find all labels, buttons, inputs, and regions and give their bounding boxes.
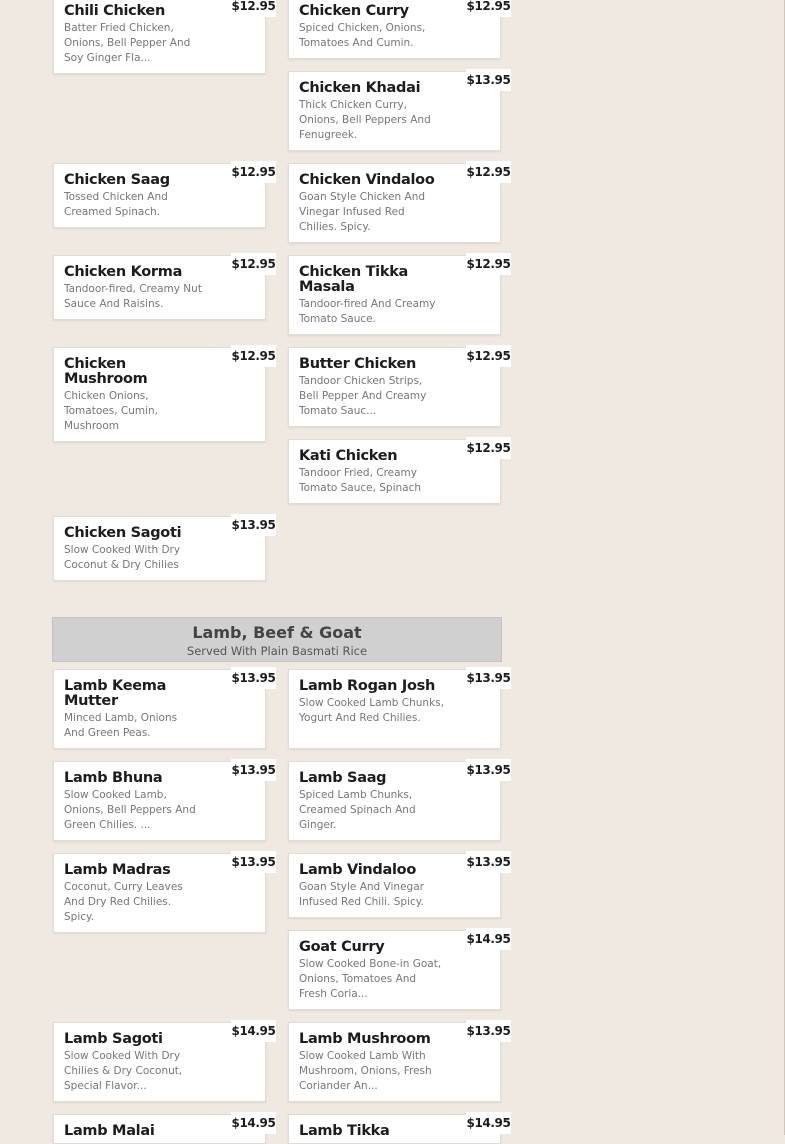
item-description: Thick Chicken Curry, Onions, Bell Peppers And Fenugreek. <box>299 99 431 141</box>
item-description: Minced Lamb, Onions And Green Peas. <box>64 712 178 739</box>
item-price: $13.95 <box>466 667 511 689</box>
item-name: Chicken Korma <box>64 264 183 280</box>
menu-item-chicken-korma[interactable] <box>53 255 276 320</box>
item-name: Lamb Vindaloo <box>299 862 416 878</box>
item-description: Coconut, Curry Leaves And Dry Red Chilies. Spicy. <box>64 881 183 923</box>
item-price: $12.95 <box>466 0 511 17</box>
menu-item-lamb-malai[interactable] <box>53 1114 276 1144</box>
item-price: $14.95 <box>466 1112 511 1134</box>
item-price: $12.95 <box>231 345 276 367</box>
item-name: Lamb Rogan Josh <box>299 678 436 694</box>
item-name: Butter Chicken <box>299 356 417 372</box>
menu-item-lamb-vindaloo[interactable] <box>288 853 511 918</box>
item-price: $13.95 <box>466 759 511 781</box>
item-name: Lamb Sagoti <box>64 1031 163 1047</box>
item-price: $13.95 <box>231 667 276 689</box>
item-description: Slow Cooked With Dry Coconut & Dry Chilies <box>64 544 181 571</box>
section-subtitle: Served With Plain Basmati Rice <box>186 644 368 658</box>
item-name: Lamb Tikka <box>299 1123 390 1139</box>
item-name: Chicken Khadai <box>299 80 421 96</box>
menu-item-chicken-mushroom[interactable] <box>53 347 276 442</box>
menu-item-chicken-saag[interactable] <box>53 163 276 228</box>
item-name: Kati Chicken <box>299 448 398 464</box>
menu-item-goat-curry[interactable] <box>288 930 511 1010</box>
menu-item-lamb-mushroom[interactable] <box>288 1022 511 1102</box>
item-description: Chicken Onions, Tomatoes, Cumin, Mushroom <box>64 390 158 432</box>
section-title: Lamb, Beef & Goat <box>192 623 362 642</box>
item-price: $13.95 <box>466 1020 511 1042</box>
menu-item-chicken-sagoti[interactable] <box>53 516 276 581</box>
item-name: Chicken Saag <box>64 172 170 188</box>
item-price: $13.95 <box>231 851 276 873</box>
menu-item-chicken-vindaloo[interactable] <box>288 163 511 243</box>
menu-item-chicken-tikka-masala[interactable] <box>288 255 511 335</box>
item-description: Slow Cooked With Dry Chilies & Dry Coconut, Special Flavor... <box>64 1050 183 1092</box>
item-price: $12.95 <box>466 345 511 367</box>
item-description: Tandoor Chicken Strips, Bell Pepper And Creamy Tomato Sauc... <box>299 375 427 417</box>
item-name: Lamb Saag <box>299 770 387 786</box>
item-description: Goan Style Chicken And Vinegar Infused Red Chilies. Spicy. <box>299 191 426 233</box>
item-name: Chicken Curry <box>299 3 409 19</box>
item-name: Chili Chicken <box>64 3 165 19</box>
item-description: Spiced Chicken, Onions, Tomatoes And Cumin. <box>299 22 426 49</box>
item-price: $14.95 <box>231 1020 276 1042</box>
menu-item-lamb-saag[interactable] <box>288 761 511 841</box>
item-name: Lamb Keema Mutter <box>64 678 167 709</box>
item-description: Slow Cooked Lamb Chunks, Yogurt And Red Chilies. <box>299 697 444 724</box>
menu-item-lamb-tikka[interactable] <box>288 1114 511 1144</box>
item-price: $14.95 <box>231 1112 276 1134</box>
item-price: $12.95 <box>466 253 511 275</box>
item-price: $13.95 <box>231 514 276 536</box>
menu-item-butter-chicken[interactable] <box>288 347 511 427</box>
item-price: $12.95 <box>231 0 276 17</box>
section-header-lamb-beef-goat <box>52 617 502 662</box>
menu-item-kati-chicken[interactable] <box>288 439 511 504</box>
item-description: Tandoor-fired And Creamy Tomato Sauce. <box>299 298 436 325</box>
item-name: Lamb Mushroom <box>299 1031 431 1047</box>
item-price: $12.95 <box>466 161 511 183</box>
item-price: $12.95 <box>231 161 276 183</box>
item-name: Lamb Malai <box>64 1123 155 1139</box>
menu-item-lamb-rogan-josh[interactable] <box>288 669 511 749</box>
item-description: Goan Style And Vinegar Infused Red Chili. Spicy. <box>299 881 424 908</box>
item-description: Batter Fried Chicken, Onions, Bell Pepper And Soy Ginger Fla... <box>64 22 191 64</box>
menu-item-lamb-bhuna[interactable] <box>53 761 276 841</box>
item-name: Chicken Tikka Masala <box>299 264 409 295</box>
menu-item-lamb-madras[interactable] <box>53 853 276 933</box>
item-price: $12.95 <box>466 437 511 459</box>
item-name: Lamb Madras <box>64 862 171 878</box>
item-price: $14.95 <box>466 928 511 950</box>
item-name: Lamb Bhuna <box>64 770 163 786</box>
item-price: $13.95 <box>231 759 276 781</box>
item-description: Tandoor Fried, Creamy Tomato Sauce, Spinach <box>299 467 422 494</box>
menu-item-lamb-keema-mutter[interactable] <box>53 669 276 749</box>
item-description: Tossed Chicken And Creamed Spinach. <box>64 191 168 218</box>
item-price: $12.95 <box>231 253 276 275</box>
item-description: Slow Cooked Bone-in Goat, Onions, Tomatoes And Fresh Coria... <box>299 958 442 1000</box>
item-price: $13.95 <box>466 69 511 91</box>
item-name: Chicken Sagoti <box>64 525 182 541</box>
item-name: Goat Curry <box>299 939 385 955</box>
item-name: Chicken Vindaloo <box>299 172 435 188</box>
menu-item-chili-chicken[interactable] <box>53 0 276 74</box>
menu-item-chicken-curry[interactable] <box>288 0 511 59</box>
item-name: Chicken Mushroom <box>64 356 148 387</box>
menu-item-chicken-khadai[interactable] <box>288 71 511 151</box>
item-description: Slow Cooked Lamb, Onions, Bell Peppers And Green Chilies. ... <box>64 789 196 831</box>
item-description: Spiced Lamb Chunks, Creamed Spinach And Ginger. <box>299 789 416 831</box>
item-description: Tandoor-fired, Creamy Nut Sauce And Raisins. <box>64 283 202 310</box>
menu-item-lamb-sagoti[interactable] <box>53 1022 276 1102</box>
item-price: $13.95 <box>466 851 511 873</box>
item-description: Slow Cooked Lamb With Mushroom, Onions, Fresh Coriander An... <box>299 1050 432 1092</box>
